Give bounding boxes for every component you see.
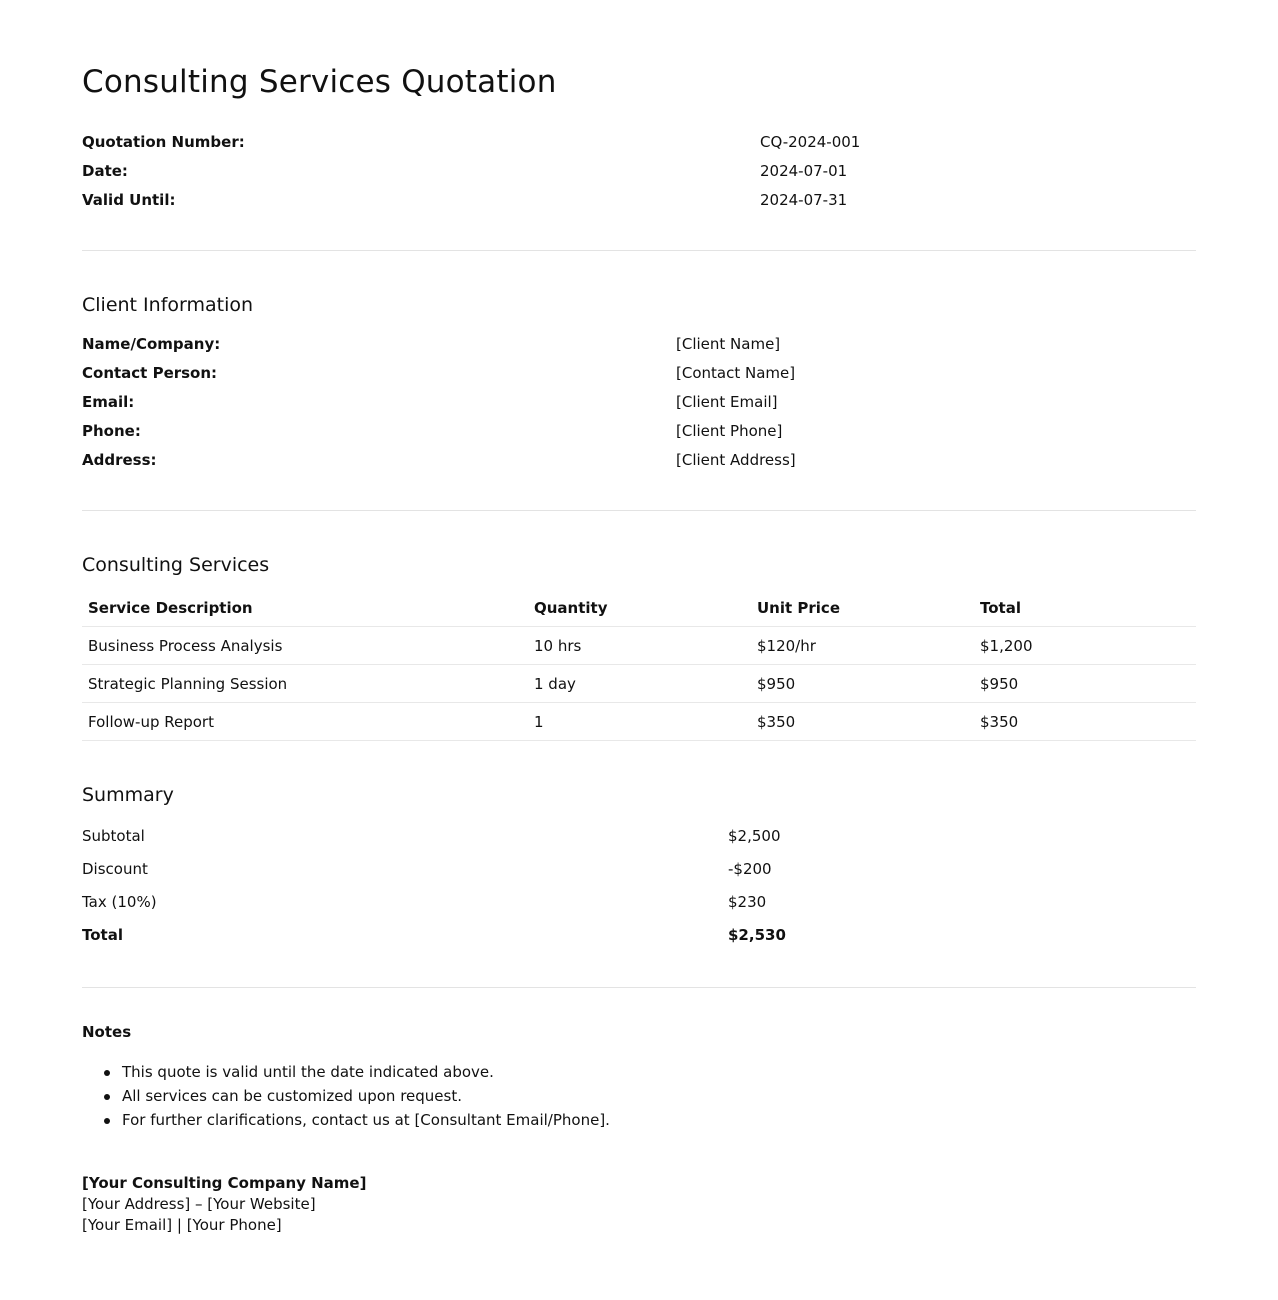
row-divider	[82, 626, 1196, 627]
divider	[82, 987, 1196, 988]
quantity-cell: 1 day	[534, 675, 576, 693]
bullet-icon	[104, 1118, 110, 1124]
summary-heading: Summary	[82, 784, 174, 806]
row-divider	[82, 740, 1196, 741]
column-header-quantity: Quantity	[534, 599, 608, 617]
total-cell: $950	[980, 675, 1019, 693]
note-item: This quote is valid until the date indicated above.	[122, 1063, 494, 1081]
quantity-cell: 1	[534, 713, 544, 731]
notes-heading: Notes	[82, 1023, 132, 1041]
grand-total-label: Total	[82, 926, 123, 944]
unit-price-cell: $950	[757, 675, 796, 693]
valid-until-value: 2024-07-31	[760, 191, 848, 209]
row-divider	[82, 702, 1196, 703]
service-description-cell: Follow-up Report	[88, 713, 214, 731]
client-name-value: [Client Name]	[676, 335, 781, 353]
column-header-description: Service Description	[88, 599, 253, 617]
discount-label: Discount	[82, 860, 148, 878]
client-email-label: Email:	[82, 393, 135, 411]
client-phone-label: Phone:	[82, 422, 141, 440]
column-header-unit-price: Unit Price	[757, 599, 840, 617]
subtotal-value: $2,500	[728, 827, 781, 845]
client-address-label: Address:	[82, 451, 157, 469]
tax-value: $230	[728, 893, 767, 911]
row-divider	[82, 664, 1196, 665]
valid-until-label: Valid Until:	[82, 191, 176, 209]
divider	[82, 250, 1196, 251]
client-email-value: [Client Email]	[676, 393, 778, 411]
client-name-label: Name/Company:	[82, 335, 221, 353]
grand-total-value: $2,530	[728, 926, 786, 944]
client-phone-value: [Client Phone]	[676, 422, 783, 440]
quantity-cell: 10 hrs	[534, 637, 582, 655]
page-title: Consulting Services Quotation	[82, 64, 557, 100]
column-header-total: Total	[980, 599, 1021, 617]
company-email-phone: [Your Email] | [Your Phone]	[82, 1216, 282, 1234]
quotation-number-label: Quotation Number:	[82, 133, 245, 151]
service-description-cell: Business Process Analysis	[88, 637, 283, 655]
unit-price-cell: $350	[757, 713, 796, 731]
company-address-website: [Your Address] – [Your Website]	[82, 1195, 316, 1213]
total-cell: $350	[980, 713, 1019, 731]
unit-price-cell: $120/hr	[757, 637, 816, 655]
discount-value: -$200	[728, 860, 772, 878]
quotation-number-value: CQ-2024-001	[760, 133, 861, 151]
client-address-value: [Client Address]	[676, 451, 796, 469]
divider	[82, 510, 1196, 511]
client-info-heading: Client Information	[82, 294, 254, 316]
contact-person-label: Contact Person:	[82, 364, 218, 382]
tax-label: Tax (10%)	[82, 893, 157, 911]
date-label: Date:	[82, 162, 128, 180]
bullet-icon	[104, 1094, 110, 1100]
total-cell: $1,200	[980, 637, 1033, 655]
company-name: [Your Consulting Company Name]	[82, 1174, 367, 1192]
services-heading: Consulting Services	[82, 554, 270, 576]
note-item: All services can be customized upon request.	[122, 1087, 462, 1105]
contact-person-value: [Contact Name]	[676, 364, 796, 382]
subtotal-label: Subtotal	[82, 827, 145, 845]
note-item: For further clarifications, contact us at [Consultant Email/Phone].	[122, 1111, 610, 1129]
date-value: 2024-07-01	[760, 162, 848, 180]
bullet-icon	[104, 1070, 110, 1076]
service-description-cell: Strategic Planning Session	[88, 675, 288, 693]
